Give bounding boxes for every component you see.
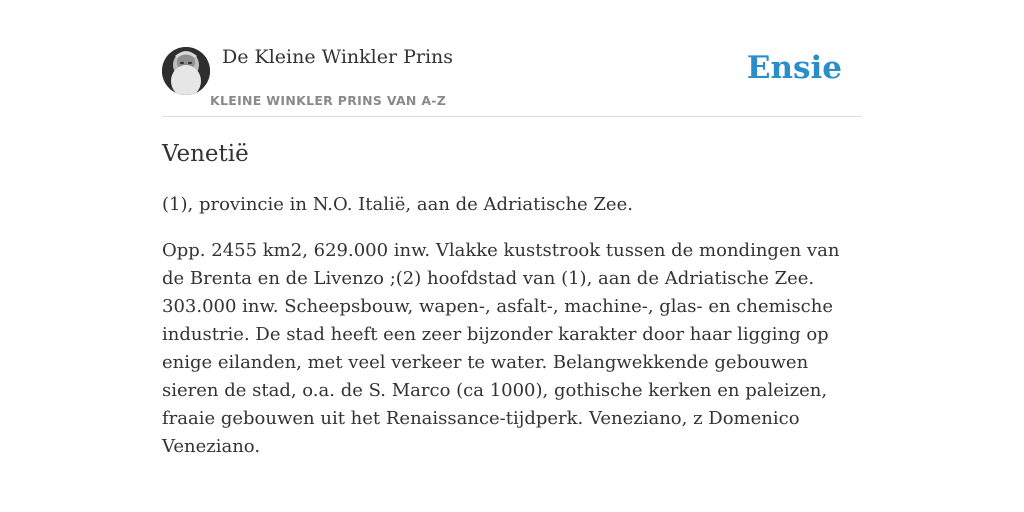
entry-content: [162, 138, 862, 479]
entry-title: Venetië: [162, 141, 249, 167]
source-subtitle: KLEINE WINKLER PRINS VAN A-Z: [210, 93, 447, 108]
brand-logo-link[interactable]: Ensie: [746, 50, 842, 86]
author-avatar-icon[interactable]: [162, 47, 210, 95]
entry-paragraph: Opp. 2455 km2, 629.000 inw. Vlakke kuststrook tussen de mondingen van de Brenta en de Livenzo ;(2) hoofdstad van (1), aan de Adriatische Zee. 303.000 inw. Scheepsbouw, wapen-, asfalt-, machine-, glas- en chemische industrie. De stad heeft een zeer bijzonder karakter door haar ligging op enige eilanden, met veel verkeer te water. Belangwekkende gebouwen sieren de stad, o.a. de S. Marco (ca 1000), gothische kerken en paleizen, fraaie gebouwen uit het Renaissance-tijdperk. Veneziano, z Domenico Veneziano.: [162, 240, 840, 457]
entry-paragraph: (1), provincie in N.O. Italië, aan de Adriatische Zee.: [162, 194, 633, 215]
source-title-link[interactable]: De Kleine Winkler Prins: [222, 46, 454, 68]
header: [162, 40, 862, 117]
